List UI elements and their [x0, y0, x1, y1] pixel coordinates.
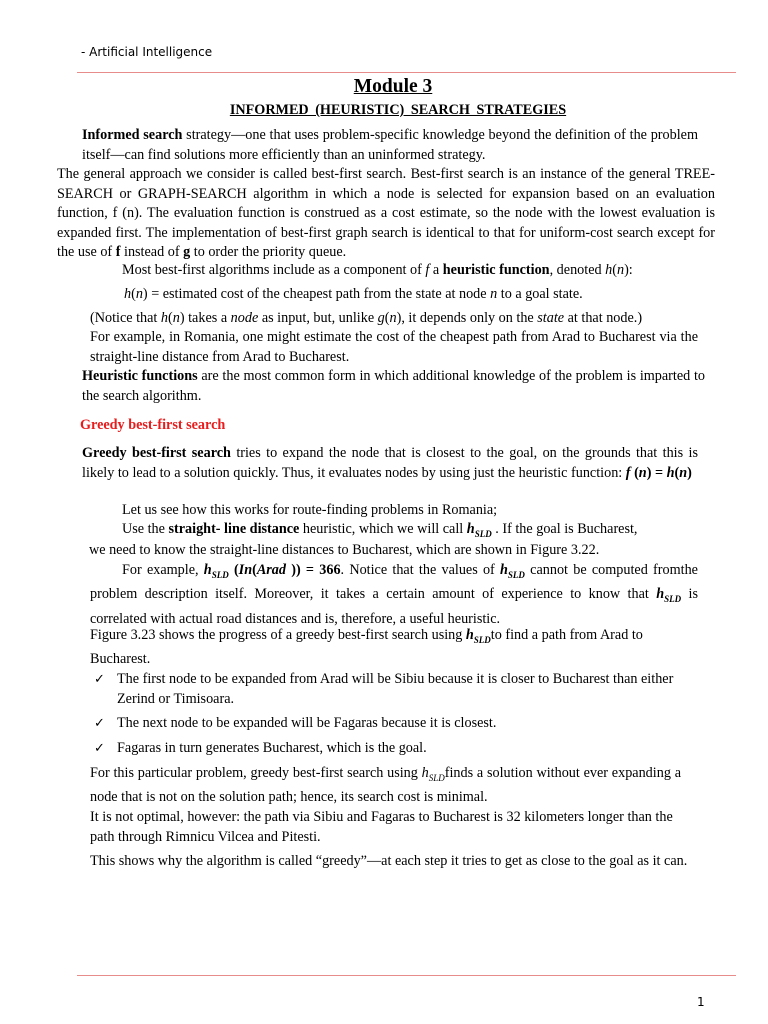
search-cost-paragraph: For this particular problem, greedy best-first search using $h_{SLD}finds$ a solution without ever expanding a node that is not on the solution path; hence, its search cost is minimal. [90, 765, 681, 806]
heuristic-definition: h(n) = estimated cost of the cheapest path from the state at node n to a goal state. [124, 286, 583, 302]
check-icon: ✓ [94, 741, 105, 756]
list-item: Fagaras in turn generates Bucharest, which is the goal. [117, 740, 427, 756]
greedy-heading: Greedy best-first search [80, 417, 226, 433]
check-icon: ✓ [94, 716, 105, 731]
check-icon: ✓ [94, 672, 105, 687]
list-item: The next node to be expanded will be Fagaras because it is closest. [117, 715, 497, 731]
romania-example: For example, in Romania, one might estimate the cost of the cheapest path from Arad to Bucharest via the straight-line distance from Arad to Bucharest. [90, 329, 698, 365]
route-finding-line: Let us see how this works for route-finding problems in Romania; [122, 502, 498, 518]
sld-line: Use the straight- line distance heuristic, which we will call $h_{SLD}$ . If the goal is Bucharest, [122, 521, 638, 539]
notice-paragraph: (Notice that h(n) takes a node as input, but, unlike g(n), it depends only on the state at that node.) [90, 310, 643, 326]
heuristic-functions-paragraph: Heuristic functions are the most common form in which additional knowledge of the problem is imparted to the search algorithm. [82, 368, 706, 404]
running-header: - Artificial Intelligence [81, 45, 213, 59]
greedy-paragraph: Greedy best-first search tries to expand the node that is closest to the goal, on the grounds that this is likely to lead to a solution quickly. Thus, it evaluates nodes by using just the heuristic function: f (n) = h(n) [82, 445, 698, 481]
header-rule [77, 72, 736, 73]
section-title: INFORMED (HEURISTIC) SEARCH STRATEGIES [229, 102, 567, 118]
greedy-explanation-paragraph: This shows why the algorithm is called “greedy”—at each step it tries to get as close to the goal as it can. [90, 853, 688, 869]
informed-search-term: Informed search [82, 127, 183, 143]
example-paragraph: For example, $h_{SLD}$ (In(Arad )) = 366. Notice that the values of $h_{SLD}$ cannot be computed fromthe problem description itself. Moreover, it takes a certain amount of experience to know that $h_{SLD}$ is correlated with actual road distances and is, therefore, a useful heuristic. [90, 562, 698, 627]
not-optimal-paragraph: It is not optimal, however: the path via Sibiu and Fagaras to Bucharest is 32 kilometers longer than the path through Rimnicu Vilcea and Pitesti. [90, 809, 673, 845]
footer-rule [77, 975, 736, 976]
page-number: 1 [697, 995, 705, 1009]
best-first-paragraph: The general approach we consider is called best-first search. Best-first search is an instance of the general TREE-SEARCH or GRAPH-SEARCH algorithm in which a node is selected for expansion based on an evaluation function, f (n). The evaluation function is construed as a cost estimate, so the node with the lowest evaluation is expanded first. The implementation of best-first graph search is identical to that for uniform-cost search except for the use of f instead of g to order the priority queue. [57, 166, 715, 260]
heuristic-intro-line: Most best-first algorithms include as a component of f a heuristic function, denoted h(n): [122, 262, 633, 278]
intro-paragraph: Informed search strategy—one that uses problem-specific knowledge beyond the definition of the problem itself—can find solutions more efficiently than an uninformed strategy. [82, 127, 698, 163]
sld-line-2: we need to know the straight-line distances to Bucharest, which are shown in Figure 3.22. [89, 542, 600, 558]
module-title: Module 3 [353, 76, 433, 97]
figure-paragraph: Figure 3.23 shows the progress of a greedy best-first search using $h_{SLD}to$ find a path from Arad to Bucharest. [90, 627, 643, 668]
list-item: The first node to be expanded from Arad will be Sibiu because it is closer to Bucharest than either Zerind or Timisoara. [117, 671, 674, 707]
